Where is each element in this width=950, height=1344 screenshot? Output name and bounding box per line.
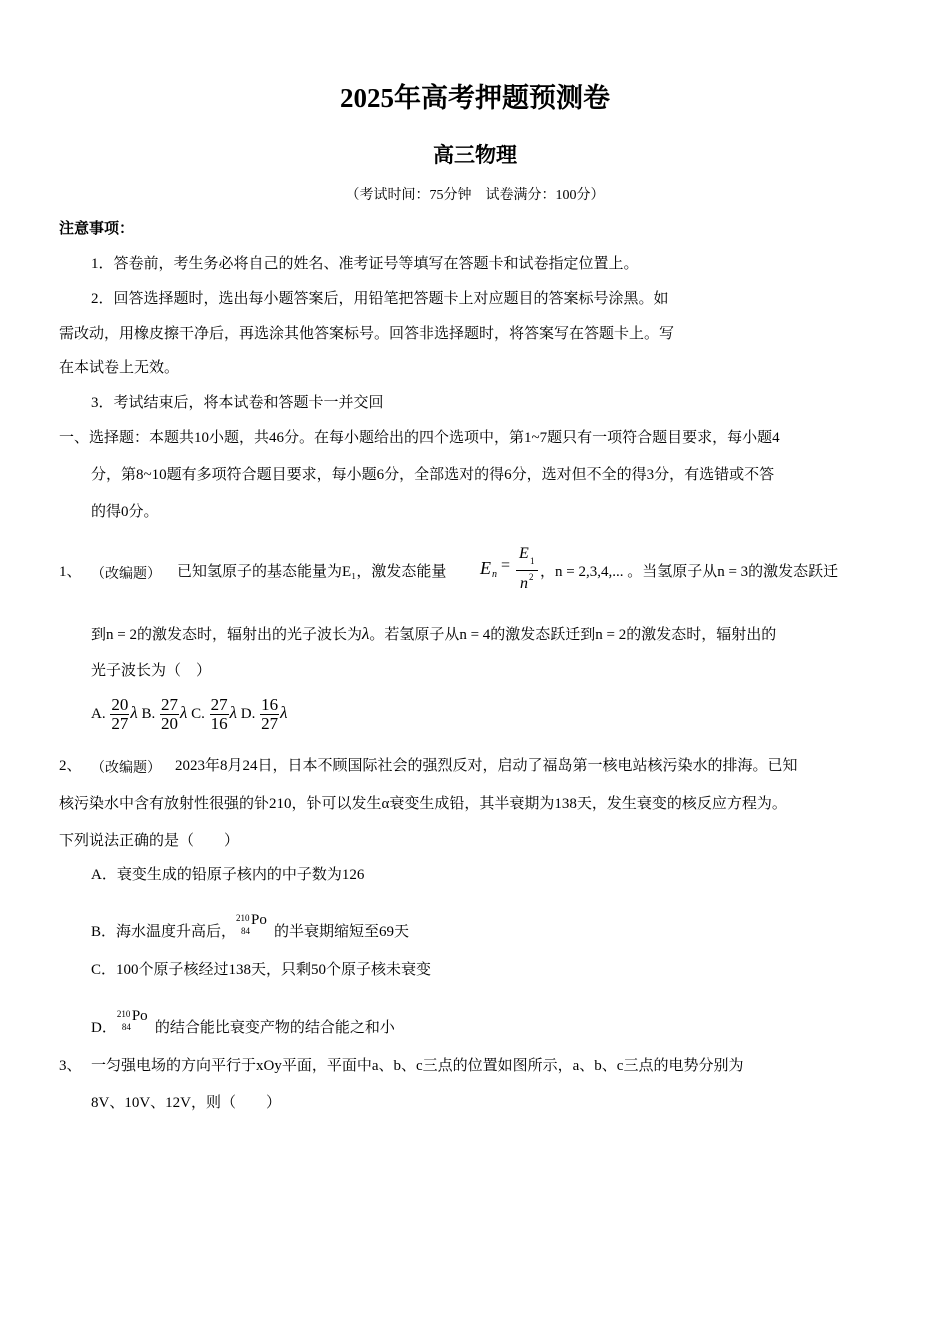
- formula-lhs-sub: n: [492, 569, 497, 580]
- formula-lhs: E: [480, 558, 491, 578]
- fraction-num: 27: [160, 695, 178, 714]
- formula-equals: =: [501, 557, 511, 574]
- notice-item-2-line-1: 2．回答选择题时，选出每小题答案后，用铅笔把答题卡上对应题目的答案标号涂黑。如: [91, 291, 669, 307]
- q1-option-d[interactable]: [240, 695, 288, 733]
- section-1-line-2: 分，第8~10题有多项符合题目要求，每小题6分，全部选对的得6分，选对但不全的得3分，有选错或不答: [91, 467, 775, 483]
- option-d-label: D．: [91, 1020, 117, 1036]
- formula-num-sub: 1: [530, 556, 535, 566]
- mass-number: 210: [116, 1009, 131, 1019]
- q1-line-2: [91, 624, 776, 645]
- q2-option-a[interactable]: A．衰变生成的铅原子核内的中子数为126: [91, 867, 365, 883]
- q1-option-b[interactable]: [141, 695, 188, 733]
- q2-tag: （改编题）: [91, 761, 161, 776]
- q1-options: [91, 696, 287, 733]
- page-title: 2025年高考押题预测卷: [340, 83, 610, 113]
- q2-option-d[interactable]: [91, 1008, 395, 1038]
- formula-num: E: [519, 545, 529, 562]
- q1-line-2-a: 到n = 2的激发态时，辐射出的光子波长为: [91, 627, 362, 643]
- formula-den: n: [520, 575, 528, 592]
- page-subtitle: 高三物理: [433, 143, 517, 167]
- atomic-number: 84: [241, 926, 251, 936]
- notice-item-2-line-3: 在本试卷上无效。: [59, 360, 180, 376]
- q1-tag: （改编题）: [91, 567, 161, 582]
- element-symbol: Po: [251, 912, 267, 928]
- q2-option-c[interactable]: C．100个原子核经过138天，只剩50个原子核未衰变: [91, 962, 432, 978]
- notice-heading: 注意事项：: [59, 221, 135, 237]
- q2-line-2: 核污染水中含有放射性很强的钋210，钋可以发生α衰变生成铅，其半衰期为138天，发生衰变的核反应方程为。: [59, 796, 787, 812]
- option-d-text-post: 的结合能比衰变产物的结合能之和小: [154, 1020, 395, 1036]
- q1-number: 1、: [59, 564, 82, 580]
- option-label: B.: [141, 705, 156, 722]
- q1-line-3: 光子波长为（ ）: [91, 663, 212, 679]
- fraction-num: 20: [111, 695, 129, 714]
- fraction-bar: [516, 570, 538, 571]
- notice-item-1: 1．答卷前，考生务必将自己的姓名、准考证号等填写在答题卡和试卷指定位置上。: [91, 256, 639, 272]
- q3-number: 3、: [59, 1058, 82, 1074]
- option-label: A.: [91, 705, 106, 722]
- option-fraction: [160, 696, 179, 733]
- q1-option-a[interactable]: [91, 695, 138, 733]
- q1-text-b: ，n = 2,3,4,... 。当氢原子从n = 3的激发态跃迁: [540, 564, 839, 580]
- q2-line-3: 下列说法正确的是（ ）: [59, 833, 240, 849]
- lambda-symbol: λ: [179, 702, 188, 722]
- q1-option-c[interactable]: [191, 695, 237, 733]
- section-1-line-1: 一、选择题：本题共10小题，共46分。在每小题给出的四个选项中，第1~7题只有一项符合题目要求，每小题4: [59, 430, 780, 446]
- atomic-number: 84: [121, 1022, 131, 1032]
- section-1-line-3: 的得0分。: [91, 504, 159, 520]
- option-fraction: [110, 696, 129, 733]
- lambda-symbol: λ: [130, 702, 138, 722]
- element-symbol: Po: [131, 1008, 148, 1024]
- lambda-symbol: λ: [229, 702, 237, 722]
- q3-line-2: 8V、10V、12V，则（ ）: [91, 1095, 281, 1111]
- option-b-text: B．海水温度升高后，: [91, 924, 237, 940]
- fraction-den: 16: [210, 714, 228, 733]
- notice-item-3: 3．考试结束后，将本试卷和答题卡一并交回: [91, 395, 384, 411]
- q2-option-b[interactable]: [91, 912, 409, 942]
- q3-line-1: 一匀强电场的方向平行于xOy平面，平面中a、b、c三点的位置如图所示，a、b、c三点的电势分别为: [91, 1058, 744, 1074]
- exam-info: （考试时间：75分钟 试卷满分：100分）: [345, 188, 605, 203]
- option-label: D.: [240, 705, 256, 722]
- option-fraction: [210, 696, 229, 733]
- option-fraction: [260, 696, 279, 733]
- q1-line-2-b: 。若氢原子从n = 4的激发态跃迁到n = 2的激发态时，辐射出的: [369, 627, 777, 643]
- mass-number: 210: [236, 913, 250, 923]
- q1-text-a: 已知氢原子的基态能量为E₁，激发态能量: [177, 564, 447, 580]
- fraction-den: 27: [111, 714, 129, 733]
- fraction-den: 27: [261, 714, 279, 733]
- q2-line-1: 2023年8月24日，日本不顾国际社会的强烈反对，启动了福岛第一核电站核污染水的排海。已知: [175, 758, 798, 774]
- lambda-symbol: λ: [280, 702, 288, 722]
- option-label: C.: [191, 705, 205, 722]
- fraction-num: 16: [261, 695, 279, 714]
- formula-den-sup: 2: [529, 572, 534, 582]
- polonium-nuclide: [236, 912, 274, 942]
- option-b-text-post: 的半衰期缩短至69天: [274, 924, 410, 940]
- q2-number: 2、: [59, 758, 82, 774]
- fraction-num: 27: [210, 695, 228, 714]
- notice-item-2-line-2: 需改动，用橡皮擦干净后，再选涂其他答案标号。回答非选择题时，将答案写在答题卡上。写: [59, 326, 675, 342]
- lambda-symbol: λ: [361, 624, 370, 643]
- polonium-nuclide: [117, 1008, 155, 1038]
- fraction-den: 20: [160, 714, 178, 733]
